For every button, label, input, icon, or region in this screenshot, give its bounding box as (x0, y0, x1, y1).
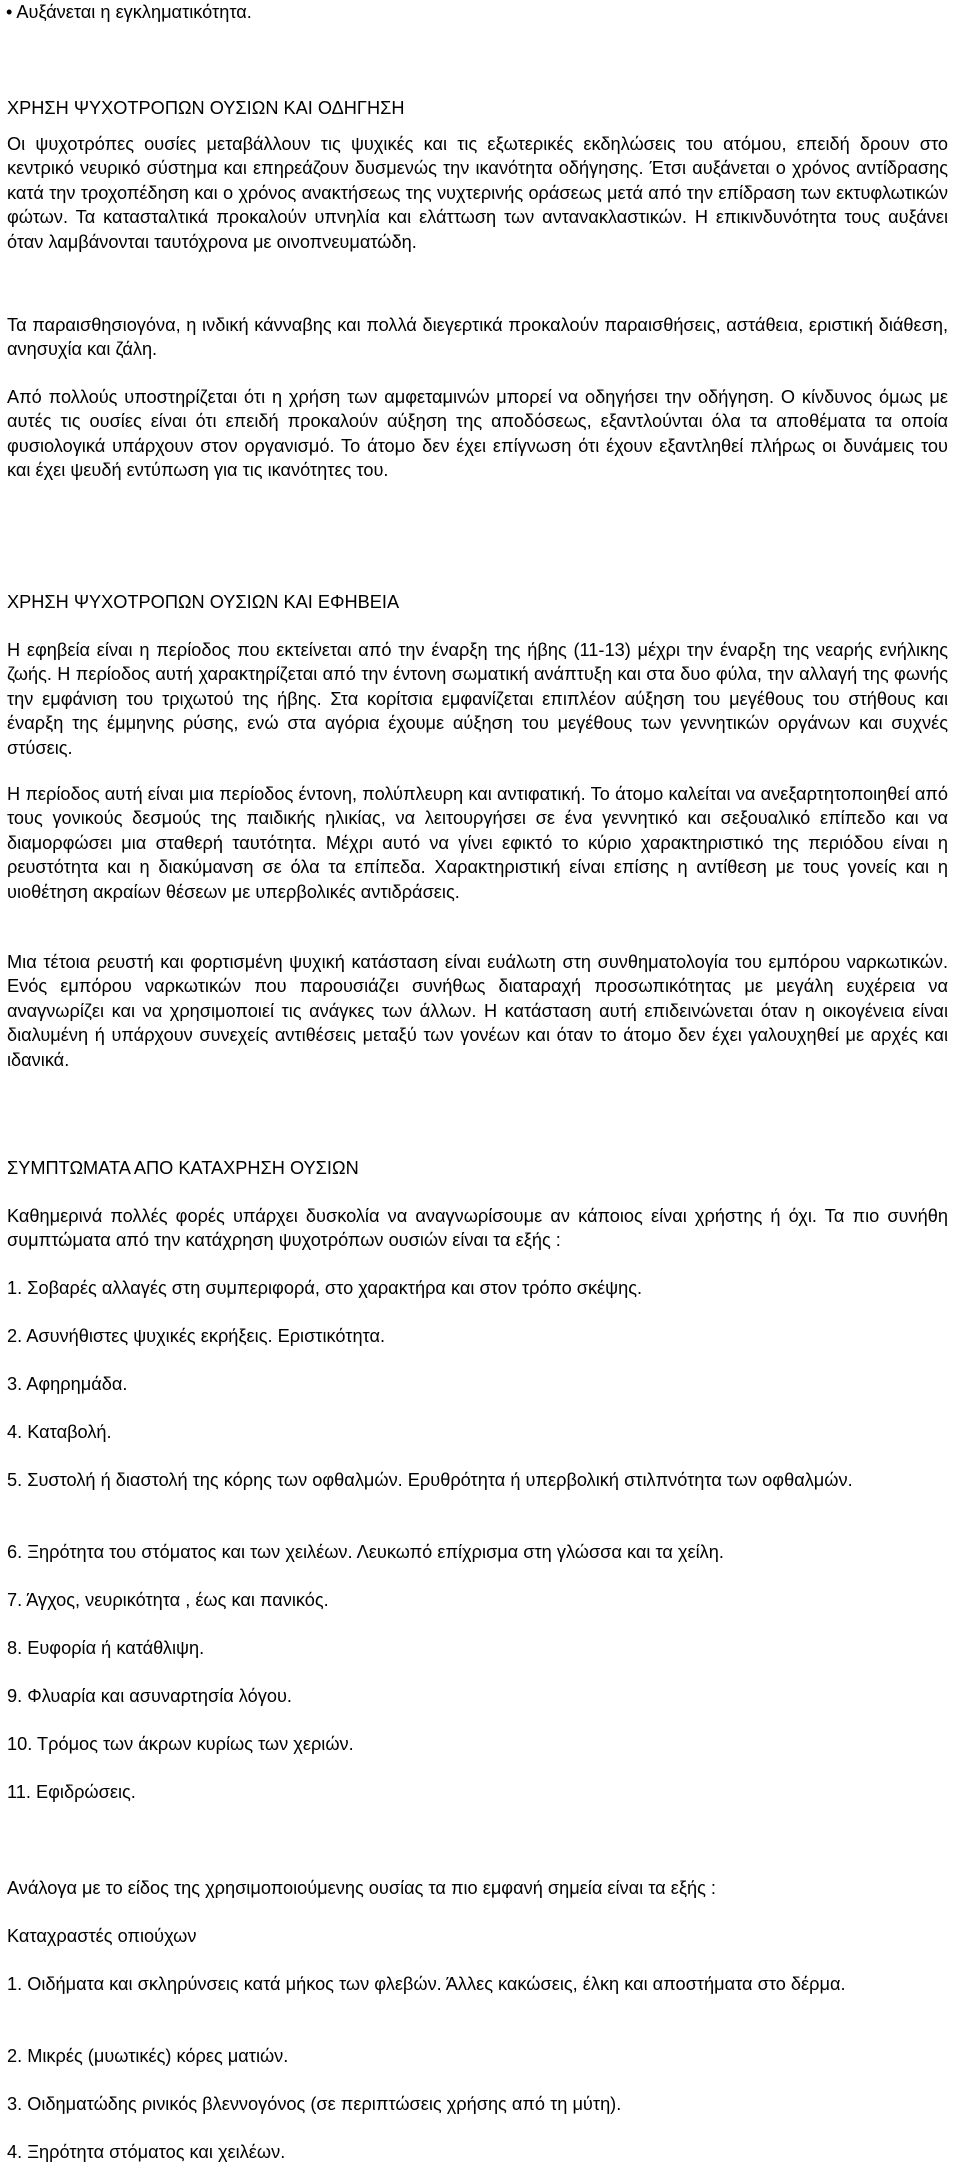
list-item: 2. Ασυνήθιστες ψυχικές εκρήξεις. Εριστικότητα. (7, 1326, 386, 1346)
list-item: 1. Σοβαρές αλλαγές στη συμπεριφορά, στο χαρακτήρα και στον τρόπο σκέψης. (7, 1278, 643, 1298)
subheading-opiates: Καταχραστές οπιούχων (7, 1926, 197, 1946)
paragraph-adolescence-1: Η εφηβεία είναι η περίοδος που εκτείνεται από την έναρξη της ήβης (11-13) μέχρι την έναρξη της νεαρής ενήλικης ζωής. Η περίοδος αυτή χαρακτηρίζεται από την έντονη σωματική ανάπτυξη και στα δυο φύλα, την αλλαγή της φωνής την εμφάνιση του τριχωτού της ήβης. Στα κορίτσια εμφανίζεται επιπλέον αύξηση του μεγέθους του στήθους και έναρξη της έμμηνης ρύσης, ενώ στα αγόρια έχουμε αύξηση του μεγέθους των γεννητικών οργάνων και συχνές στύσεις. (7, 640, 948, 758)
list-item: 6. Ξηρότητα του στόματος και των χειλέων. Λευκωπό επίχρισμα στη γλώσσα και τα χείλη. (7, 1542, 724, 1562)
paragraph-signs-intro: Ανάλογα με το είδος της χρησιμοποιούμενης ουσίας τα πιο εμφανή σημεία είναι τα εξής : (7, 1878, 716, 1898)
list-item: 8. Ευφορία ή κατάθλιψη. (7, 1638, 205, 1658)
list-item: 4. Ξηρότητα στόματος και χειλέων. (7, 2142, 286, 2162)
paragraph-symptoms-intro: Καθημερινά πολλές φορές υπάρχει δυσκολία να αναγνωρίσουμε αν κάποιος είναι χρήστης ή όχι. Τα πιο συνήθη συμπτώματα από την κατάχρηση ψυχοτρόπων ουσιών είναι τα εξής : (7, 1206, 948, 1251)
list-item: 11. Εφιδρώσεις. (7, 1782, 136, 1802)
list-item: 3. Αφηρημάδα. (7, 1374, 128, 1394)
section-heading-symptoms: ΣΥΜΠΤΩΜΑΤΑ ΑΠΟ ΚΑΤΑΧΡΗΣΗ ΟΥΣΙΩΝ (7, 1158, 359, 1178)
paragraph-driving-3: Από πολλούς υποστηρίζεται ότι η χρήση των αμφεταμινών μπορεί να οδηγήσει την οδήγηση. Ο κίνδυνος όμως με αυτές τις ουσίες είναι ότι επειδή προκαλούν αύξηση της αποδόσεως, εξαντλούνται όλα τα αποθέματα τα οποία φυσιολογικά υπάρχουν στον οργανισμό. Το άτομο δεν έχει επίγνωση ότι έχουν εξαντληθεί πλήρως οι δυνάμεις του και έχει ψευδή εντύπωση για τις ικανότητες του. (7, 387, 948, 481)
paragraph-driving-2: Τα παραισθησιογόνα, η ινδική κάνναβης και πολλά διεγερτικά προκαλούν παραισθήσεις, αστάθεια, εριστική διάθεση, ανησυχία και ζάλη. (7, 315, 948, 360)
list-item: 10. Τρόμος των άκρων κυρίως των χεριών. (7, 1734, 354, 1754)
bullet-item-crime: • Αυξάνεται η εγκληματικότητα. (6, 2, 252, 22)
section-heading-driving: ΧΡΗΣΗ ΨΥΧΟΤΡΟΠΩΝ ΟΥΣΙΩΝ ΚΑΙ ΟΔΗΓΗΣΗ (7, 98, 405, 118)
list-item: 2. Μικρές (μυωτικές) κόρες ματιών. (7, 2046, 289, 2066)
list-item: 9. Φλυαρία και ασυναρτησία λόγου. (7, 1686, 292, 1706)
list-item: 7. Άγχος, νευρικότητα , έως και πανικός. (7, 1590, 329, 1610)
paragraph-adolescence-2: Η περίοδος αυτή είναι μια περίοδος έντονη, πολύπλευρη και αντιφατική. Το άτομο καλείται να ανεξαρτητοποιηθεί από τους γονικούς δεσμούς της παιδικής ηλικίας, να λειτουργήσει σε ένα γεννητικό και σεξουαλικό επίπεδο και να διαμορφώσει μια σταθερή ταυτότητα. Μέχρι αυτό να γίνει εφικτό το κύριο χαρακτηριστικό της περιόδου είναι η ρευστότητα και η διακύμανση σε όλα τα επίπεδα. Χαρακτηριστική είναι επίσης η αντίθεση με τους γονείς και η υιοθέτηση ακραίων θέσεων με υπερβολικές αντιδράσεις. (7, 784, 948, 902)
paragraph-adolescence-3: Μια τέτοια ρευστή και φορτισμένη ψυχική κατάσταση είναι ευάλωτη στη συνθηματολογία του εμπόρου ναρκωτικών. Ενός εμπόρου ναρκωτικών που παρουσιάζει συνήθως διαταραχή προσωπικότητας με μεγάλη ευχέρεια να αναγνωρίζει και να χρησιμοποιεί τις ανάγκες των άλλων. Η κατάσταση αυτή επιδεινώνεται όταν η οικογένεια είναι διαλυμένη ή υπάρχουν συνεχείς αντιθέσεις μεταξύ των γονέων και όταν το άτομο δεν έχει γαλουχηθεί με αρχές και ιδανικά. (7, 952, 948, 1070)
section-heading-adolescence: ΧΡΗΣΗ ΨΥΧΟΤΡΟΠΩΝ ΟΥΣΙΩΝ ΚΑΙ ΕΦΗΒΕΙΑ (7, 592, 400, 612)
list-item: 4. Καταβολή. (7, 1422, 112, 1442)
list-item: 5. Συστολή ή διαστολή της κόρης των οφθαλμών. Ερυθρότητα ή υπερβολική στιλπνότητα των οφθαλμών. (7, 1470, 853, 1490)
paragraph-driving-1: Οι ψυχοτρόπες ουσίες μεταβάλλουν τις ψυχικές και τις εξωτερικές εκδηλώσεις του ατόμου, επειδή δρουν στο κεντρικό νευρικό σύστημα και επηρεάζουν δυσμενώς την ικανότητα οδήγησης. Έτσι αυξάνεται ο χρόνος αντίδρασης κατά την τροχοπέδηση και ο χρόνος ανακτήσεως της νυχτερινής οράσεως μετά από την επίδραση των εκτυφλωτικών φώτων. Τα κατασταλτικά προκαλούν υπνηλία και ελάττωση των αντανακλαστικών. Η επικινδυνότητα τους αυξάνει όταν λαμβάνονται ταυτόχρονα με οινοπνευματώδη. (7, 134, 948, 252)
list-item: 1. Οιδήματα και σκληρύνσεις κατά μήκος των φλεβών. Άλλες κακώσεις, έλκη και αποστήματα στο δέρμα. (7, 1974, 846, 1994)
list-item: 3. Οιδηματώδης ρινικός βλεννογόνος (σε περιπτώσεις χρήσης από τη μύτη). (7, 2094, 622, 2114)
